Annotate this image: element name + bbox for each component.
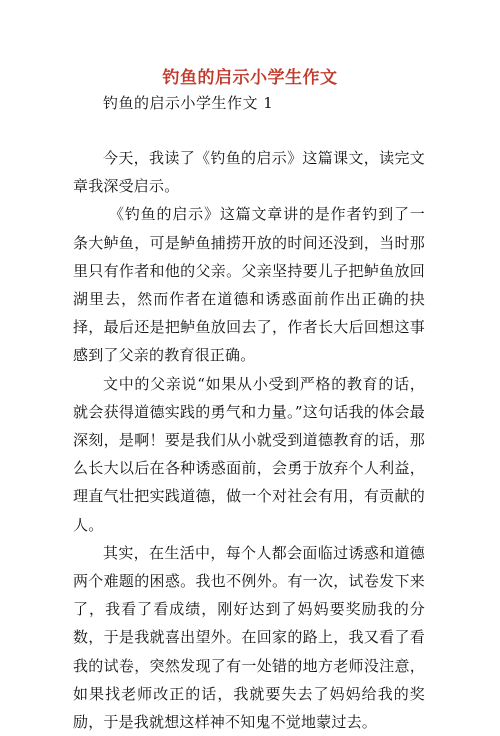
document-title: 钓鱼的启示小学生作文 <box>162 68 338 88</box>
paragraph: 其实，在生活中，每个人都会面临过诱惑和道德两个难题的困惑。我也不例外。有一次，试卷发下来了，我看了看成绩，刚好达到了妈妈要奖励我的分数，于是我就喜出望外。在回家的路上，我又看了看我的试卷，突然发现了有一处错的地方老师没注意，如果找老师改正的话，我就要失去了妈妈给我的奖励，于是我就想这样神不知鬼不觉地蒙过去。 <box>73 543 425 732</box>
paragraph: 今天，我读了《钓鱼的启示》这篇课文，读完文章我深受启示。 <box>73 149 425 196</box>
paragraph: 《钓鱼的启示》这篇文章讲的是作者钓到了一条大鲈鱼，可是鲈鱼捕捞开放的时间还没到，当时那里只有作者和他的父亲。父亲坚持要儿子把鲈鱼放回湖里去，然而作者在道德和诱惑面前作出正确的抉择，最后还是把鲈鱼放回去了，作者长大后回想这事感到了父亲的教育很正确。 <box>73 205 425 365</box>
document-body <box>73 144 425 736</box>
paragraph: 文中的父亲说“如果从小受到严格的教育的话，就会获得道德实践的勇气和力量。”这句话我的体会最深刻，是啊！要是我们从小就受到道德教育的话，那么长大以后在各种诱惑面前，会勇于放弃个人利益，理直气壮把实践道德，做一个对社会有用，有贡献的人。 <box>73 374 425 534</box>
document-subtitle: 钓鱼的启示小学生作文 1 <box>103 94 274 112</box>
